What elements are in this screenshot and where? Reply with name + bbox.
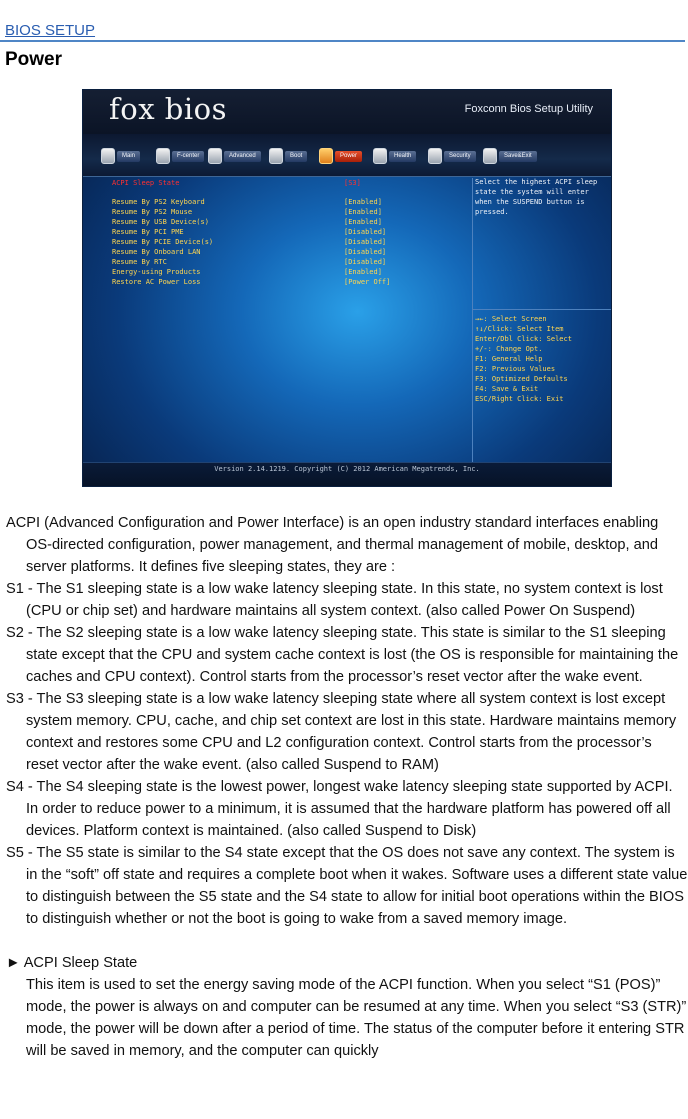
setting-label: Resume By PS2 Keyboard xyxy=(112,198,205,206)
bullet-heading xyxy=(0,952,688,974)
setting-label: Resume By RTC xyxy=(112,258,167,266)
key-hint: Enter/Dbl Click: Select xyxy=(475,335,572,343)
bullet-title: ACPI Sleep State xyxy=(23,955,138,971)
key-hint: ESC/Right Click: Exit xyxy=(475,395,564,403)
setting-resume-ps2-keyboard[interactable] xyxy=(112,197,462,207)
tab-health[interactable] xyxy=(373,148,416,164)
key-hint: F3: Optimized Defaults xyxy=(475,375,568,383)
key-hint: F2: Previous Values xyxy=(475,365,556,373)
setting-value: [Enabled] xyxy=(344,218,382,226)
tab-f-center[interactable] xyxy=(156,148,204,164)
bios-title-bar xyxy=(83,90,611,135)
bios-screenshot xyxy=(82,89,612,487)
setting-label: Restore AC Power Loss xyxy=(112,278,201,286)
tab-label: Save&Exit xyxy=(499,151,537,162)
page-title: Power xyxy=(5,49,63,70)
tab-boot[interactable] xyxy=(269,148,307,164)
setting-value: [Disabled] xyxy=(344,258,387,266)
state-s1: S1 - The S1 sleeping state is a low wake latency sleeping state. In this state, no system context is lost (CPU or chip set) and hardware maintains all system context. (also called Power On Suspend) xyxy=(6,581,663,619)
setting-label: Resume By Onboard LAN xyxy=(112,248,201,256)
tab-label: Boot xyxy=(285,151,307,162)
boot-icon xyxy=(269,148,283,164)
tab-main[interactable] xyxy=(101,148,140,164)
lock-icon xyxy=(428,148,442,164)
setting-value: [Disabled] xyxy=(344,238,387,246)
bios-key-legend xyxy=(475,314,609,404)
tab-label: Main xyxy=(117,151,140,162)
document-body xyxy=(0,512,688,1062)
setting-value: [Enabled] xyxy=(344,198,382,206)
health-icon xyxy=(373,148,387,164)
advanced-icon xyxy=(208,148,222,164)
state-s5: S5 - The S5 state is similar to the S4 state except that the OS does not save any context. The system is in the “soft” off state and requires a complete boot when it wakes. Software uses a different state value to distinguish between the S5 state and the S4 state to allow for initial boot operations within the BIOS to distinguish whether or not the boot is going to wake from a saved memory image. xyxy=(6,845,688,927)
key-hint: F1: General Help xyxy=(475,355,543,363)
bios-utility-title: Foxconn Bios Setup Utility xyxy=(464,103,593,115)
setting-energy-using-products[interactable] xyxy=(112,267,462,277)
tab-label: F-center xyxy=(172,151,204,162)
tab-security[interactable] xyxy=(428,148,476,164)
intro-paragraph: ACPI (Advanced Configuration and Power Interface) is an open industry standard interfaces enabling OS-directed configuration, power management, and thermal management of mobile, desktop, and server platforms. It defines five sleeping states, they are : xyxy=(6,515,659,575)
setting-label: Energy-using Products xyxy=(112,268,201,276)
setting-resume-onboard-lan[interactable] xyxy=(112,247,462,257)
setting-value: [S3] xyxy=(344,179,361,187)
setting-resume-ps2-mouse[interactable] xyxy=(112,207,462,217)
main-icon xyxy=(101,148,115,164)
setting-value: [Enabled] xyxy=(344,268,382,276)
key-hint: ↑↓/Click: Select Item xyxy=(475,325,564,333)
tab-save-exit[interactable] xyxy=(483,148,537,164)
setting-resume-pcie[interactable] xyxy=(112,237,462,247)
tab-label: Health xyxy=(389,151,416,162)
setting-value: [Disabled] xyxy=(344,228,387,236)
state-s3: S3 - The S3 sleeping state is a low wake latency sleeping state where all system context is lost except system memory. CPU, cache, and chip set context are lost in this state. Hardware maintains memory context and restores some CPU and L2 configuration context. Control starts from the processor’s reset vector after the wake event. (also called Suspend to RAM) xyxy=(6,691,677,773)
tab-label: Power xyxy=(335,151,362,162)
state-s2: S2 - The S2 sleeping state is a low wake latency sleeping state. This state is similar to the S1 sleeping state except that the CPU and system cache context is lost (the OS is responsible for maintaining the caches and CPU context). Control starts from the processor’s reset vector after the wake event. xyxy=(6,625,679,685)
setting-label: Resume By USB Device(s) xyxy=(112,218,209,226)
setting-label: ACPI Sleep State xyxy=(112,179,180,187)
bios-settings-list xyxy=(109,178,469,454)
setting-value: [Enabled] xyxy=(344,208,382,216)
bullet-marker-icon: ► xyxy=(6,955,21,971)
tab-label: Security xyxy=(444,151,476,162)
bullet-body: This item is used to set the energy saving mode of the ACPI function. When you select “S1 (POS)” mode, the power is always on and computer can be resumed at any time. When you select “S3 (STR)” mode, the power will be down after a period of time. The status of the computer before it entering STR will be saved in memory, and the computer can quickly xyxy=(26,977,687,1059)
section-link[interactable]: BIOS SETUP xyxy=(5,22,96,39)
setting-resume-rtc[interactable] xyxy=(112,257,462,267)
bios-menu-bar xyxy=(83,134,611,177)
save-exit-icon xyxy=(483,148,497,164)
setting-resume-pci-pme[interactable] xyxy=(112,227,462,237)
setting-label: Resume By PCIE Device(s) xyxy=(112,238,214,246)
setting-label: Resume By PCI PME xyxy=(112,228,184,236)
key-hint: +/-: Change Opt. xyxy=(475,345,543,353)
power-icon xyxy=(319,148,333,164)
setting-resume-usb[interactable] xyxy=(112,217,462,227)
setting-value: [Disabled] xyxy=(344,248,387,256)
header-divider xyxy=(0,40,685,42)
setting-acpi-sleep-state[interactable] xyxy=(112,178,462,188)
bios-logo: fox bios xyxy=(109,92,227,126)
bios-help-divider xyxy=(473,309,611,310)
tab-power[interactable] xyxy=(319,148,362,164)
f-center-icon xyxy=(156,148,170,164)
setting-value: [Power Off] xyxy=(344,278,391,286)
bios-panel-divider xyxy=(472,178,473,470)
state-s4: S4 - The S4 sleeping state is the lowest power, longest wake latency sleeping state supported by ACPI. In order to reduce power to a minimum, it is assumed that the hardware platform has powered off all devices. Platform context is maintained. (also called Suspend to Disk) xyxy=(6,779,673,839)
key-hint: F4: Save & Exit xyxy=(475,385,539,393)
tab-label: Advanced xyxy=(224,151,261,162)
bios-version: Version 2.14.1219. Copyright (C) 2012 American Megatrends, Inc. xyxy=(214,465,480,473)
bios-help-text: Select the highest ACPI sleep state the system will enter when the SUSPEND button is pressed. xyxy=(475,178,598,216)
setting-restore-ac-power-loss[interactable] xyxy=(112,277,462,287)
tab-advanced[interactable] xyxy=(208,148,261,164)
key-hint: →←: Select Screen xyxy=(475,315,547,323)
setting-label: Resume By PS2 Mouse xyxy=(112,208,193,216)
